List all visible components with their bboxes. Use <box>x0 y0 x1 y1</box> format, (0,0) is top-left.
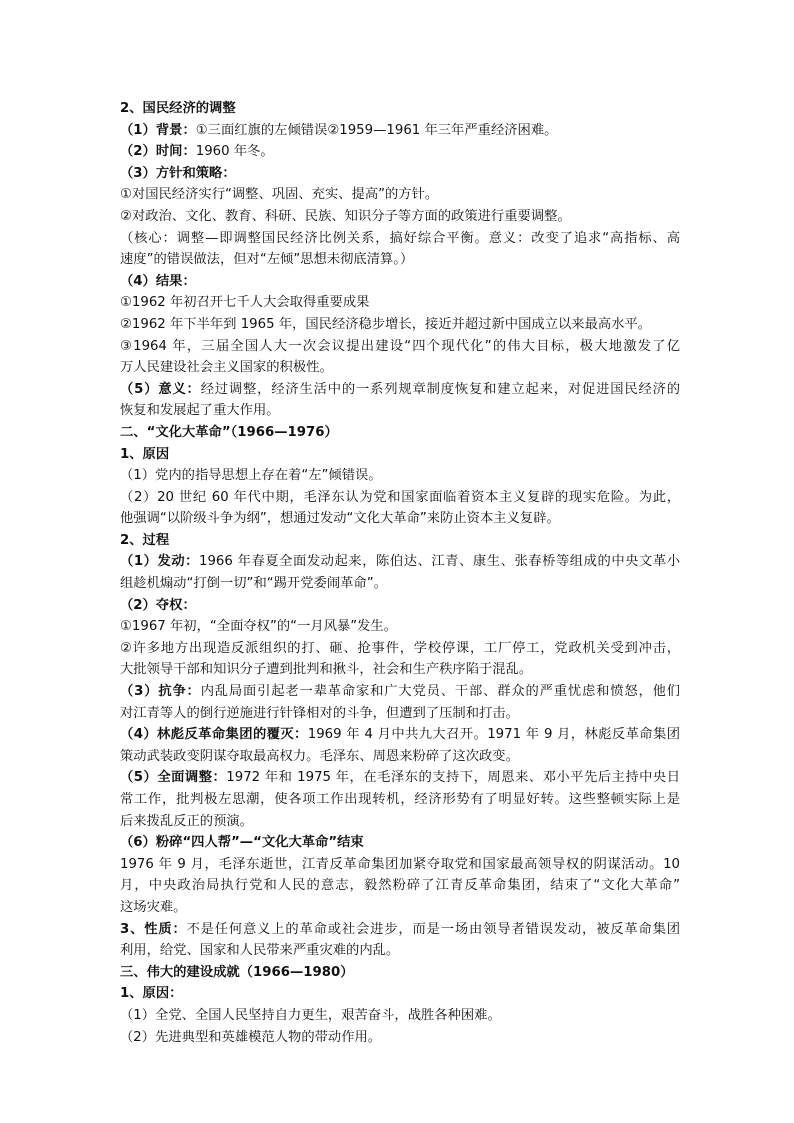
text-line <box>120 530 680 552</box>
text-line <box>120 703 680 725</box>
line-text: 策动武装政变阴谋夺取最高权力。毛泽东、周恩来粉碎了这次政变。 <box>120 748 519 764</box>
line-text: 这场灾难。 <box>120 899 187 915</box>
text-line <box>120 854 680 876</box>
text-line <box>120 292 680 314</box>
text-line <box>120 1005 680 1027</box>
section-heading: 2、过程 <box>120 532 170 548</box>
line-label: （2）时间： <box>120 144 196 160</box>
line-text: 月，中央政治局执行党和人民的意志，毅然粉碎了江青反革命集团，结束了“文化大革命” <box>120 878 680 894</box>
section-heading: （3）方针和策略： <box>120 165 236 181</box>
line-text: ②对政治、文化、教育、科研、民族、知识分子等方面的政策进行重要调整。 <box>120 208 571 224</box>
line-label: （4）林彪反革命集团的覆灭： <box>120 727 308 743</box>
line-text: ①对国民经济实行“调整、巩固、充实、提高”的方针。 <box>120 187 439 203</box>
line-text: （1）全党、全国人民坚持自力更生，艰苦奋斗，战胜各种困难。 <box>120 1007 501 1023</box>
line-text: 1972 年和 1975 年，在毛泽东的支持下，周恩来、邓小平先后主持中央日 <box>226 770 680 786</box>
text-line <box>120 767 680 789</box>
text-line <box>120 228 680 250</box>
line-text: 万人民建设社会主义国家的积极性。 <box>120 360 333 376</box>
line-text: （核心：调整—即调整国民经济比例关系，搞好综合平衡。意义：改变了追求“高指标、高 <box>120 230 680 246</box>
text-line <box>120 962 680 984</box>
text-line <box>120 314 680 336</box>
line-text: 利用，给党、国家和人民带来严重灾难的内乱。 <box>120 943 400 959</box>
line-text: 1969 年 4 月中共九大召开。1971 年 9 月，林彪反革命集团 <box>307 727 680 743</box>
line-text: 内乱局面引起老一辈革命家和广大党员、干部、群众的严重忧虑和愤怒，他们 <box>200 684 680 700</box>
section-heading: （2）夺权： <box>120 597 196 613</box>
line-label: （3）抗争： <box>120 684 201 700</box>
section-heading: 2、国民经济的调整 <box>120 101 236 116</box>
text-line <box>120 789 680 811</box>
line-text: 组趁机煽动“打倒一切”和“踢开党委闹革命”。 <box>120 576 387 592</box>
line-text: ②许多地方出现造反派组织的打、砸、抢事件，学校停课，工厂停工，党政机关受到冲击， <box>120 640 680 656</box>
line-text: ①1967 年初，“全面夺权”的“一月风暴”发生。 <box>120 619 397 635</box>
line-text: 他强调“以阶级斗争为纲”，想通过发动“文化大革命”来防止资本主义复辟。 <box>120 511 560 527</box>
line-label: （1）背景： <box>120 122 196 138</box>
text-line <box>120 811 680 833</box>
line-text: 1960 年冬。 <box>195 144 274 160</box>
line-text: （2）先进典型和英雄模范人物的带动作用。 <box>120 1029 382 1045</box>
line-text: ②1962 年下半年到 1965 年，国民经济稳步增长，接近并超过新中国成立以来最高水平。 <box>120 316 652 332</box>
text-line <box>120 573 680 595</box>
text-line <box>120 724 680 746</box>
line-text: 常工作，批判极左思潮，使各项工作出现转机，经济形势有了明显好转。这些整顿实际上是 <box>120 792 680 807</box>
line-text: ①1962 年初召开七千人大会取得重要成果 <box>120 295 370 311</box>
text-line <box>120 357 680 379</box>
line-text: 1976 年 9 月，毛泽东逝世，江青反革命集团加紧夺取党和国家最高领导权的阴谋活动。10 <box>120 856 680 872</box>
line-text: 速度”的错误做法，但对“左倾”思想未彻底清算。） <box>120 252 414 268</box>
text-line <box>120 206 680 228</box>
text-line <box>120 465 680 487</box>
text-line <box>120 184 680 206</box>
section-heading: 1、原因： <box>120 986 183 1002</box>
text-line <box>120 551 680 573</box>
text-line <box>120 379 680 401</box>
text-line <box>120 163 680 185</box>
text-line <box>120 638 680 660</box>
section-heading: （6）粉碎“四人帮”—“文化大革命”结束 <box>120 835 364 851</box>
text-line <box>120 940 680 962</box>
section-heading: 1、原因 <box>120 446 170 462</box>
document-body <box>120 98 680 1048</box>
line-label: （5）全面调整： <box>120 770 227 786</box>
text-line <box>120 98 680 120</box>
line-text: 后来拨乱反正的预演。 <box>120 813 253 829</box>
text-line <box>120 336 680 358</box>
text-line <box>120 616 680 638</box>
line-label: 3、性质： <box>120 921 187 937</box>
line-text: 1966 年春夏全面发动起来，陈伯达、江青、康生、张春桥等组成的中央文革小 <box>199 554 680 570</box>
line-text: ①三面红旗的左倾错误②1959—1961 年三年严重经济困难。 <box>195 122 558 138</box>
line-label: （5）意义： <box>120 381 201 397</box>
line-text: 对江青等人的倒行逆施进行针锋相对的斗争，但遭到了压制和打击。 <box>120 705 519 721</box>
text-line <box>120 832 680 854</box>
line-text: （1）党内的指导思想上存在着“左”倾错误。 <box>120 468 382 484</box>
line-text: （2）20 世纪 60 年代中期，毛泽东认为党和国家面临着资本主义复辟的现实危险。为此， <box>120 489 680 505</box>
text-line <box>120 681 680 703</box>
text-line <box>120 659 680 681</box>
line-text: ③1964 年，三届全国人大一次会议提出建设“四个现代化”的伟大目标，极大地激发了亿 <box>120 338 680 354</box>
text-line <box>120 508 680 530</box>
line-text: 大批领导干部和知识分子遭到批判和揪斗，社会和生产秩序陷于混乱。 <box>120 662 533 678</box>
text-line <box>120 249 680 271</box>
line-text: 恢复和发展起了重大作用。 <box>120 403 280 419</box>
section-heading: （4）结果： <box>120 273 196 289</box>
section-heading: 二、“文化大革命”（1966—1976） <box>120 424 338 440</box>
text-line <box>120 919 680 941</box>
section-heading: 三、伟大的建设成就（1966—1980） <box>120 964 354 980</box>
text-line <box>120 400 680 422</box>
text-line <box>120 595 680 617</box>
text-line <box>120 875 680 897</box>
text-line <box>120 141 680 163</box>
text-line <box>120 746 680 768</box>
text-line <box>120 271 680 293</box>
text-line <box>120 1027 680 1049</box>
text-line <box>120 444 680 466</box>
line-text: 不是任何意义上的革命或社会进步，而是一场由领导者错误发动，被反革命集团 <box>186 921 680 937</box>
text-line <box>120 120 680 142</box>
text-line <box>120 983 680 1005</box>
line-text: 经过调整，经济生活中的一系列规章制度恢复和建立起来，对促进国民经济的 <box>200 381 680 397</box>
text-line <box>120 897 680 919</box>
line-label: （1）发动： <box>120 554 200 570</box>
text-line <box>120 422 680 444</box>
text-line <box>120 487 680 509</box>
